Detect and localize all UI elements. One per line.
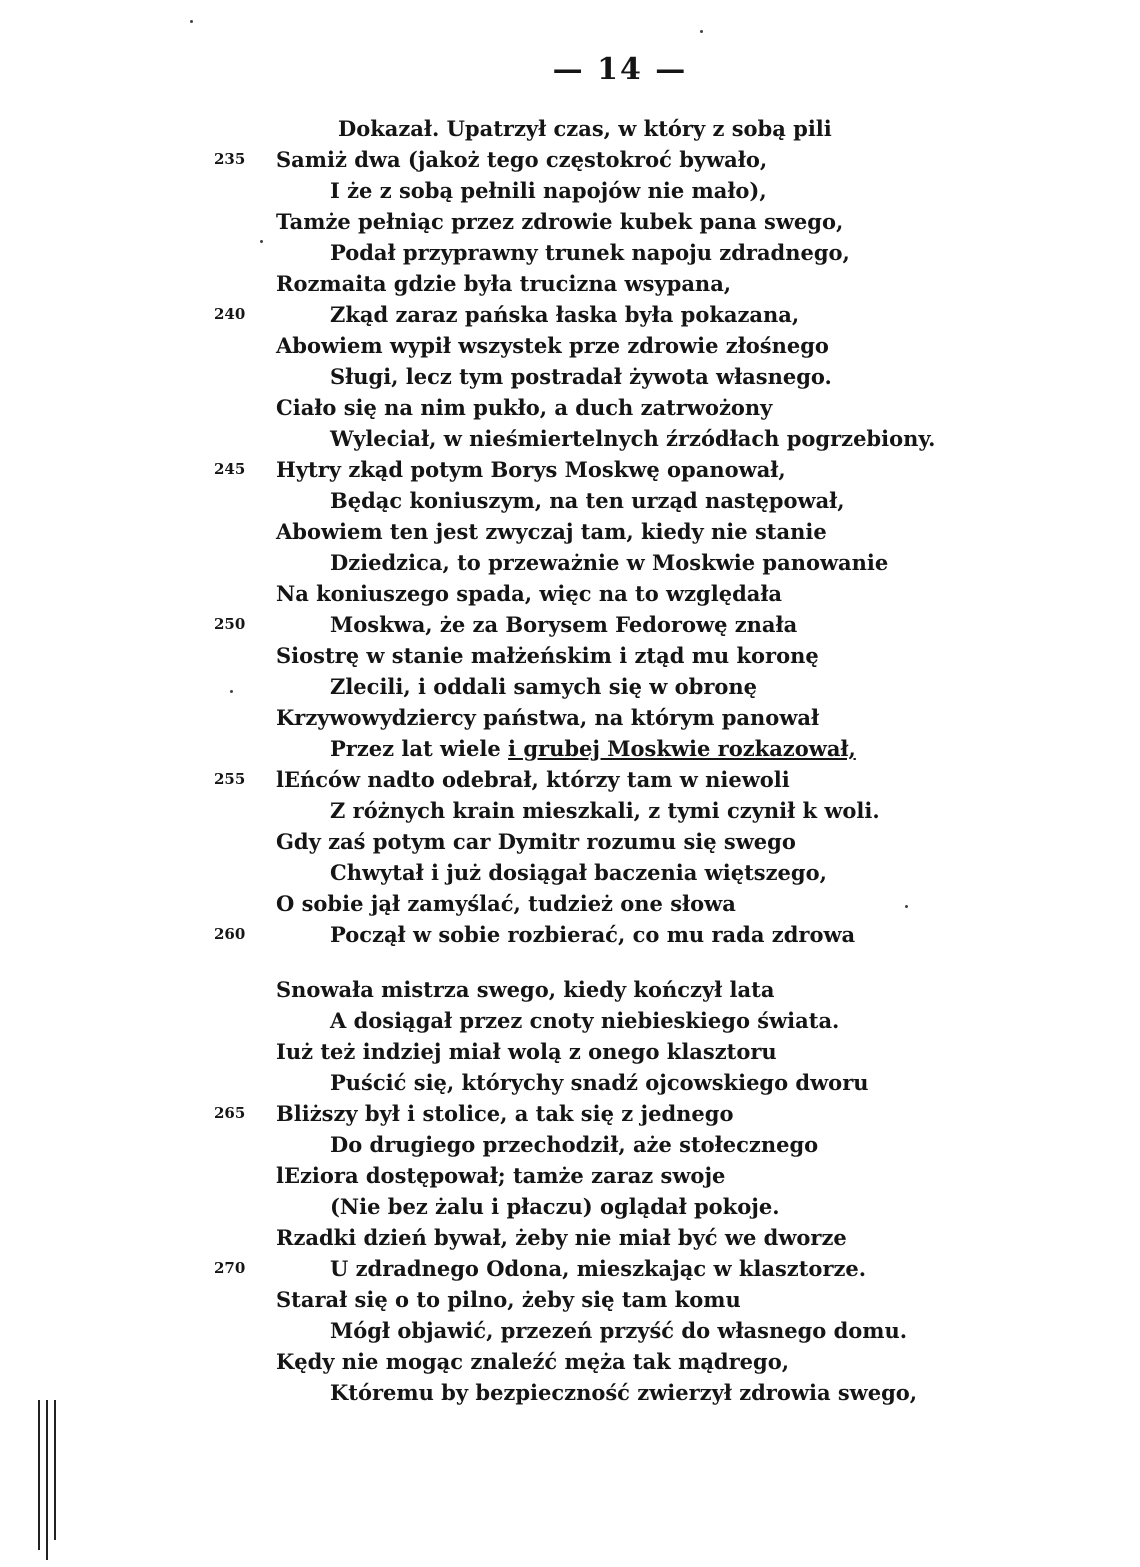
verse-line	[0, 733, 1140, 764]
verse-line	[0, 144, 1140, 175]
line-text-main: Rozmaita gdzie była trucizna wsypana,	[276, 271, 732, 296]
line-text	[330, 547, 888, 578]
verse-line	[0, 454, 1140, 485]
verse-line	[0, 547, 1140, 578]
line-text	[276, 206, 843, 237]
line-text	[330, 671, 757, 702]
line-text	[330, 237, 850, 268]
verse-line	[0, 485, 1140, 516]
verse-line	[0, 826, 1140, 857]
line-text-main: Z różnych krain mieszkali, z tymi czynił k woli.	[330, 798, 880, 823]
line-text	[276, 888, 736, 919]
line-text	[276, 330, 829, 361]
line-text	[330, 1005, 839, 1036]
line-text	[330, 609, 797, 640]
line-number: 250	[214, 615, 246, 633]
line-text	[338, 113, 832, 144]
line-text-main: Przez lat wiele	[330, 736, 509, 761]
verse-line	[0, 857, 1140, 888]
line-text-main: Do drugiego przechodził, aże stołecznego	[330, 1132, 819, 1157]
line-text-main: Hytry zkąd potym Borys Moskwę opanował,	[276, 457, 786, 482]
line-number: 260	[214, 925, 246, 943]
line-text	[276, 640, 819, 671]
verse-line	[0, 392, 1140, 423]
line-text-main: A dosiągał przez cnoty niebieskiego świata.	[330, 1008, 840, 1033]
verse-line	[0, 175, 1140, 206]
verse-line	[0, 237, 1140, 268]
verse-line	[0, 1253, 1140, 1284]
verse-line	[0, 640, 1140, 671]
line-number: 240	[214, 305, 246, 323]
line-text	[276, 1284, 741, 1315]
line-text-main: Puścić się, którychy snadź ojcowskiego dworu	[330, 1070, 869, 1095]
line-text-main: I że z sobą pełnili napojów nie mało),	[330, 178, 767, 203]
line-text	[276, 826, 796, 857]
line-text-main: Zlecili, i oddali samych się w obronę	[330, 674, 758, 699]
line-text	[330, 857, 827, 888]
line-number: 265	[214, 1104, 246, 1122]
verse-line	[0, 423, 1140, 454]
verse-line	[0, 268, 1140, 299]
line-number: 235	[214, 150, 246, 168]
line-text	[276, 1160, 725, 1191]
line-text	[276, 1098, 733, 1129]
line-text-main: (Nie bez żalu i płaczu) oglądał pokoje.	[330, 1194, 780, 1219]
underlined-text: i grubej Moskwie rozkazował,	[508, 736, 856, 761]
line-text-main: U zdradnego Odona, mieszkając w klasztorze.	[330, 1256, 867, 1281]
page-number: — 14 —	[552, 52, 688, 87]
verse-line	[0, 609, 1140, 640]
verse-line	[0, 764, 1140, 795]
verse-line	[0, 1284, 1140, 1315]
line-text-main: Starał się o to pilno, żeby się tam komu	[276, 1287, 741, 1312]
line-text	[330, 361, 832, 392]
line-text	[276, 1036, 777, 1067]
line-text	[276, 974, 774, 1005]
line-text-main: Tamże pełniąc przez zdrowie kubek pana swego,	[276, 209, 844, 234]
verse-text	[0, 113, 1140, 1408]
margin-binding-marks	[34, 1400, 74, 1560]
line-text-main: Kędy nie mogąc znaleźć męża tak mądrego,	[276, 1349, 790, 1374]
verse-line	[0, 1129, 1140, 1160]
line-text-main: Na koniuszego spada, więc na to względała	[276, 581, 783, 606]
line-text	[276, 268, 731, 299]
line-text-main: Iuż też indziej miał wolą z onego klasztoru	[276, 1039, 777, 1064]
verse-line	[0, 206, 1140, 237]
line-text-main: Gdy zaś potym car Dymitr rozumu się swego	[276, 829, 796, 854]
line-number: 270	[214, 1259, 246, 1277]
line-text-main: lEńców nadto odebrał, którzy tam w niewoli	[276, 767, 790, 792]
line-text	[276, 144, 767, 175]
line-text	[276, 702, 819, 733]
speck	[260, 240, 263, 243]
verse-line	[0, 919, 1140, 950]
line-text-main: Bliższy był i stolice, a tak się z jednego	[276, 1101, 734, 1126]
line-text-main: Abowiem ten jest zwyczaj tam, kiedy nie stanie	[276, 519, 827, 544]
line-text-main: Krzywowydziercy państwa, na którym panował	[276, 705, 820, 730]
line-text	[330, 485, 845, 516]
line-text	[276, 454, 786, 485]
verse-line	[0, 1377, 1140, 1408]
line-text	[330, 1191, 780, 1222]
verse-line	[0, 1315, 1140, 1346]
line-text-main: Ciało się na nim pukło, a duch zatrwożony	[276, 395, 773, 420]
line-text-main: Chwytał i już dosiągał baczenia więtszego,	[330, 860, 827, 885]
line-text-main: Abowiem wypił wszystek prze zdrowie złośnego	[276, 333, 829, 358]
verse-line	[0, 1005, 1140, 1036]
line-text-main: Moskwa, że za Borysem Fedorowę znała	[330, 612, 798, 637]
line-text	[276, 578, 782, 609]
verse-line	[0, 361, 1140, 392]
speck	[905, 905, 908, 908]
line-text-main: O sobie jął zamyślać, tudzież one słowa	[276, 891, 736, 916]
verse-line	[0, 671, 1140, 702]
line-text-main: Dziedzica, to przeważnie w Moskwie panowanie	[330, 550, 889, 575]
line-text	[330, 733, 856, 764]
verse-line	[0, 1036, 1140, 1067]
line-text	[276, 516, 827, 547]
line-number: 255	[214, 770, 246, 788]
line-text-main: Rzadki dzień bywał, żeby nie miał być we dworze	[276, 1225, 847, 1250]
verse-line	[0, 1098, 1140, 1129]
verse-line	[0, 1191, 1140, 1222]
line-text	[330, 175, 767, 206]
verse-line	[0, 330, 1140, 361]
line-text	[276, 1222, 847, 1253]
speck	[190, 20, 193, 23]
line-text	[330, 1377, 917, 1408]
line-text-main: Któremu by bezpieczność zwierzył zdrowia swego,	[330, 1380, 918, 1405]
line-text	[330, 299, 799, 330]
verse-line	[0, 1067, 1140, 1098]
line-text-main: Wyleciał, w nieśmiertelnych źrzódłach pogrzebiony.	[330, 426, 936, 451]
line-text-main: Będąc koniuszym, na ten urząd następował,	[330, 488, 845, 513]
verse-line	[0, 299, 1140, 330]
verse-line	[0, 516, 1140, 547]
verse-line	[0, 113, 1140, 144]
line-text-main: Siostrę w stanie małżeńskim i ztąd mu koronę	[276, 643, 819, 668]
verse-line	[0, 974, 1140, 1005]
line-text	[276, 764, 790, 795]
verse-line	[0, 795, 1140, 826]
verse-line	[0, 1160, 1140, 1191]
verse-line	[0, 702, 1140, 733]
line-text	[330, 919, 855, 950]
line-text	[330, 795, 880, 826]
line-text-main: lEziora dostępował; tamże zaraz swoje	[276, 1163, 726, 1188]
line-text-main: Podał przyprawny trunek napoju zdradnego,	[330, 240, 850, 265]
speck	[230, 690, 233, 693]
verse-line	[0, 578, 1140, 609]
line-text	[330, 1315, 907, 1346]
line-text	[330, 1253, 866, 1284]
line-text	[330, 1067, 869, 1098]
line-text	[330, 423, 935, 454]
line-text	[276, 392, 772, 423]
verse-line	[0, 1346, 1140, 1377]
verse-line	[0, 888, 1140, 919]
line-text	[276, 1346, 789, 1377]
line-text-main: Sługi, lecz tym postradał żywota własnego.	[330, 364, 832, 389]
line-text-main: Dokazał. Upatrzył czas, w który z sobą pili	[338, 116, 832, 141]
line-text-main: Mógł objawić, przezeń przyść do własnego domu.	[330, 1318, 908, 1343]
line-text-main: Samiż dwa (jakoż tego częstokroć bywało,	[276, 147, 768, 172]
verse-line	[0, 1222, 1140, 1253]
line-text-main: Snowała mistrza swego, kiedy kończył lata	[276, 977, 775, 1002]
line-text-main: Zkąd zaraz pańska łaska była pokazana,	[330, 302, 800, 327]
line-text	[330, 1129, 818, 1160]
speck	[700, 30, 703, 33]
line-text-main: Począł w sobie rozbierać, co mu rada zdrowa	[330, 922, 856, 947]
line-number: 245	[214, 460, 246, 478]
